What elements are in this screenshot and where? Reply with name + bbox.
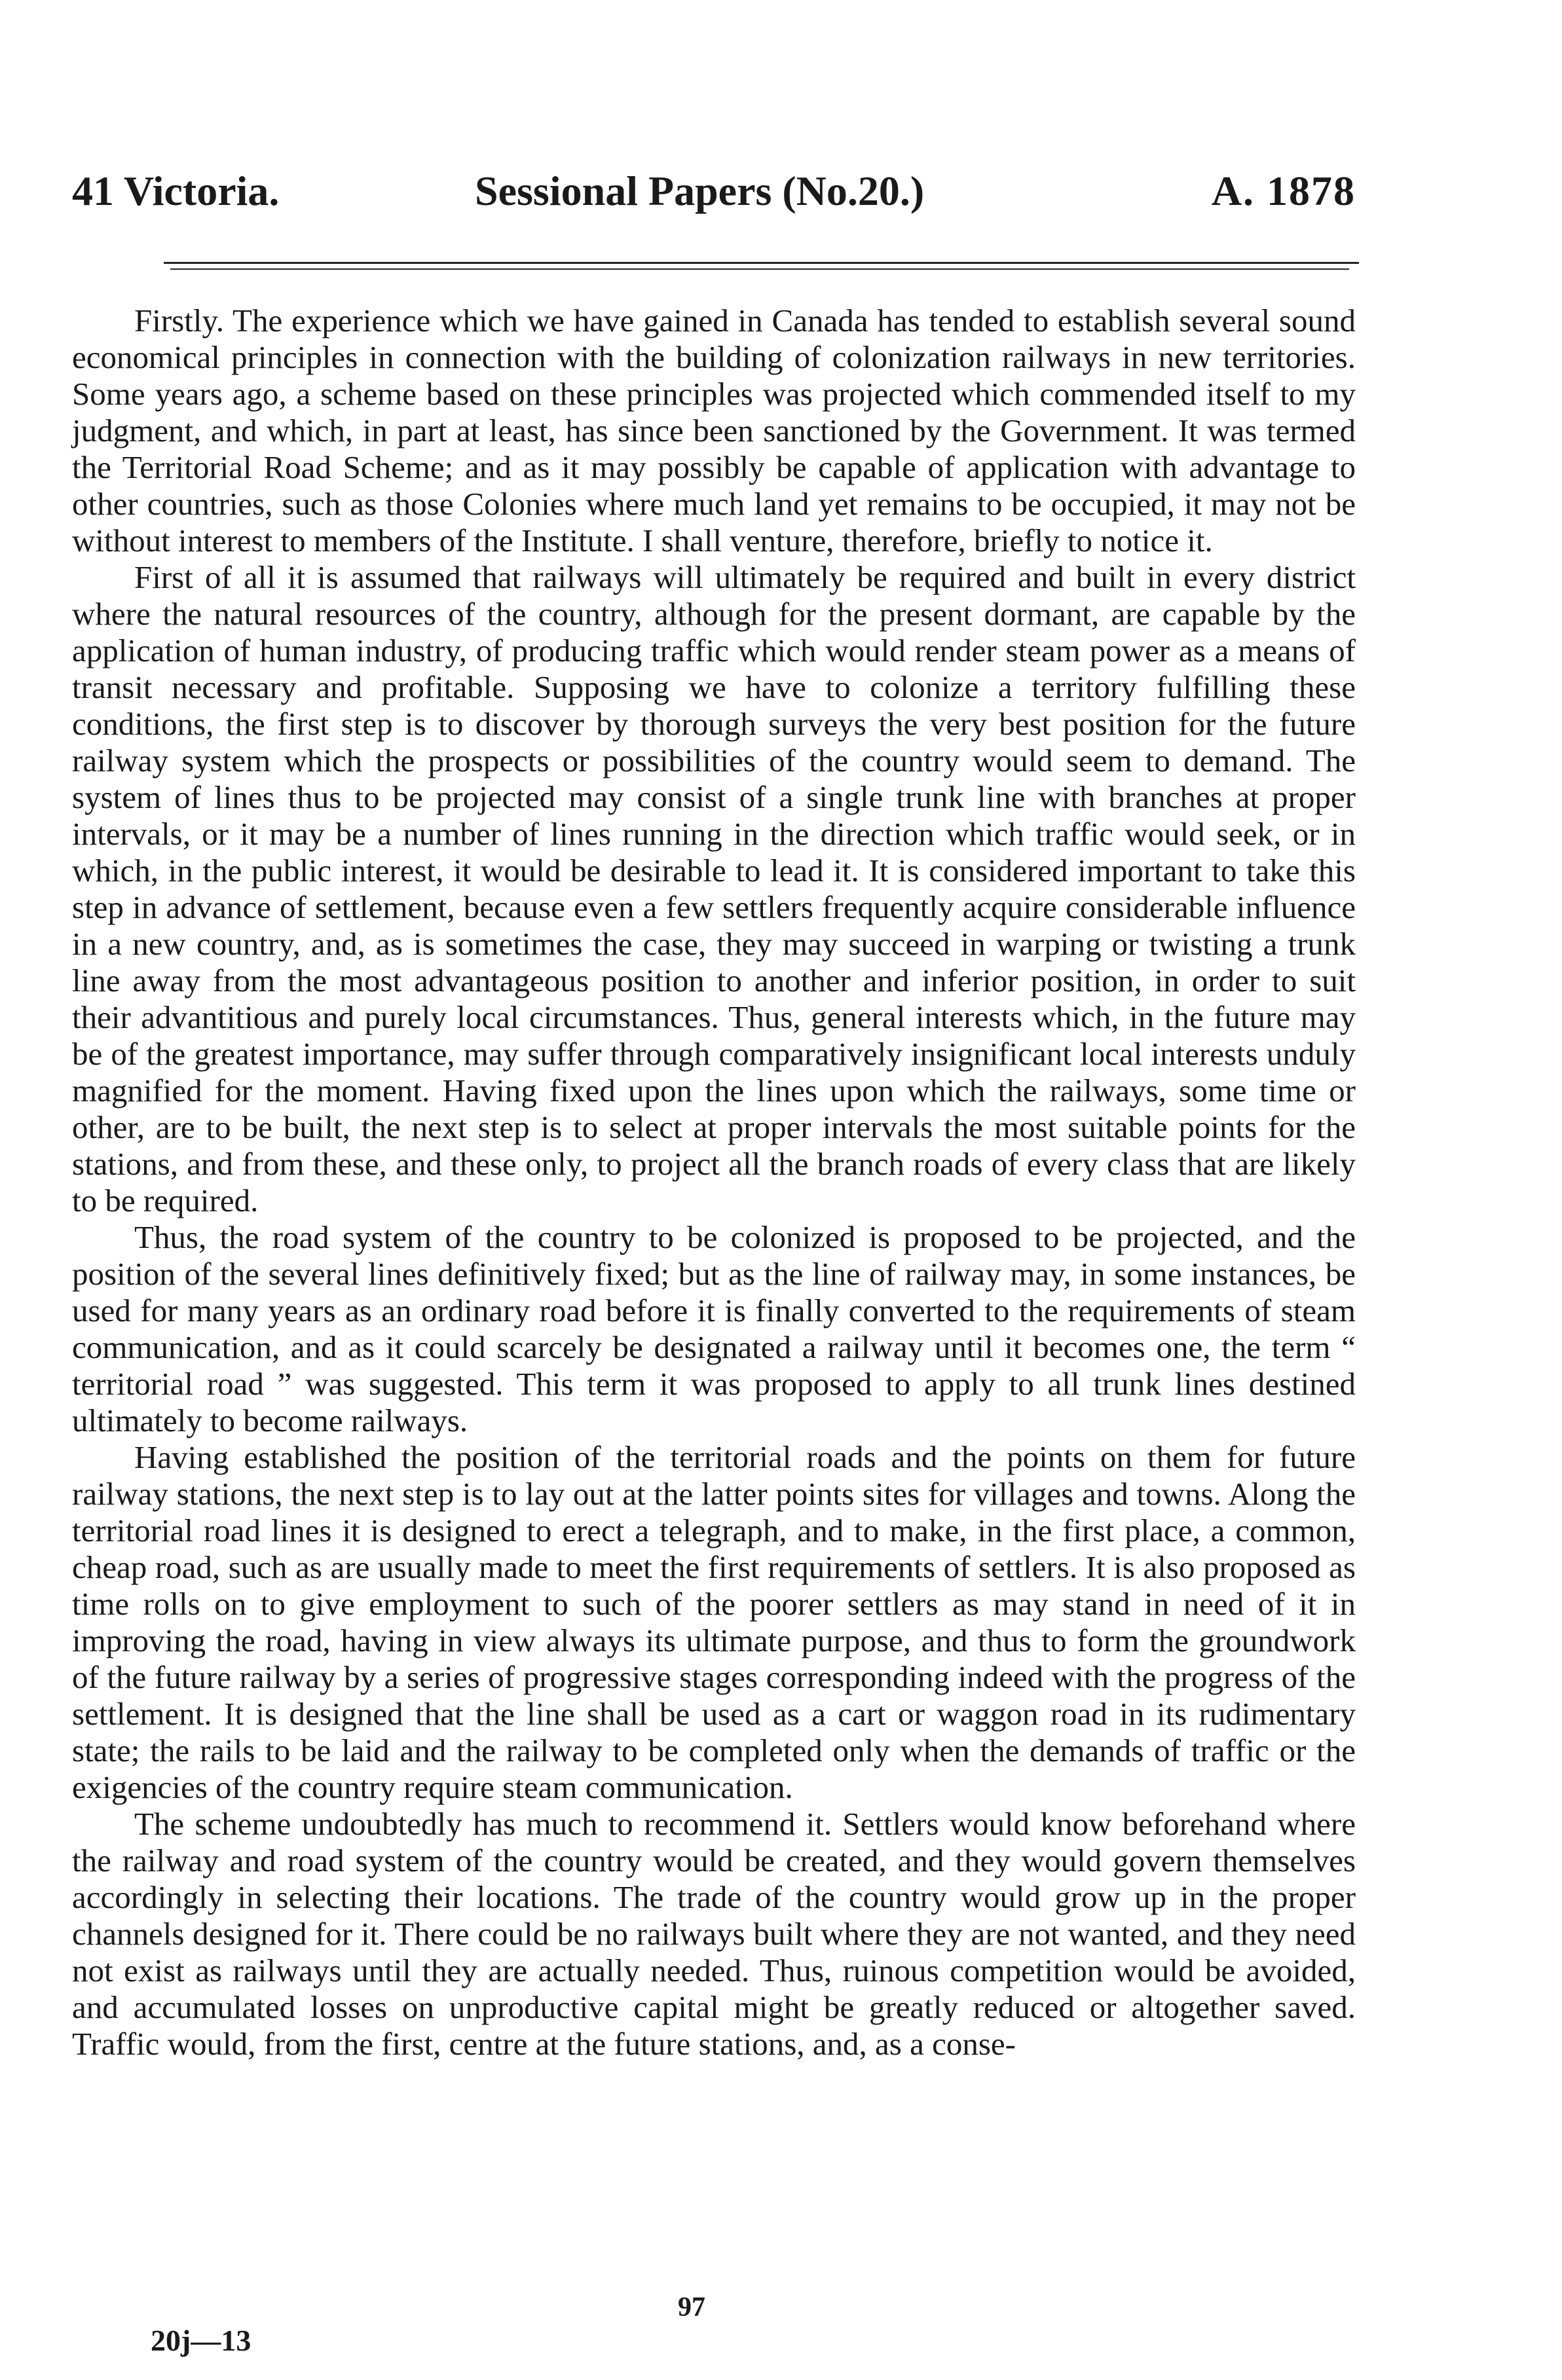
header-rule-bottom <box>170 268 1349 270</box>
paragraph-5: The scheme undoubtedly has much to recommend it. Settlers would know beforehand where the railway and road system of the country would be created, and they would govern themselves accordingly in selecting their locations. The trade of the country would grow up in the proper channels designed for it. There could be no railways built where they are not wanted, and they need not exist as railways until they are actually needed. Thus, ruinous competition would be avoided, and accumulated losses on unproductive capital might be greatly reduced or altogether saved. Traffic would, from the first, centre at the future stations, and, as a conse- <box>72 1806 1356 2062</box>
header-volume: 41 Victoria. <box>72 168 280 214</box>
header-title: Sessional Papers (No.20.) <box>475 168 925 214</box>
page-number: 97 <box>678 2292 705 2322</box>
paragraph-2: First of all it is assumed that railways will ultimately be required and built in every district where the natural resources of the country, although for the present dormant, are capable by the application of human industry, of producing traffic which would render steam power as a means of transit necessary and profitable. Supposing we have to colonize a territory fulfilling these conditions, the first step is to discover by thorough surveys the very best position for the future railway system which the prospects or possibilities of the country would seem to demand. The system of lines thus to be projected may consist of a single trunk line with branches at proper intervals, or it may be a number of lines running in the direction which traffic would seek, or in which, in the public interest, it would be desirable to lead it. It is considered important to take this step in advance of settlement, because even a few settlers frequently acquire considerable influence in a new country, and, as is sometimes the case, they may succeed in warping or twisting a trunk line away from the most advantageous position to another and inferior position, in order to suit their advantitious and purely local circumstances. Thus, general interests which, in the future may be of the greatest importance, may suffer through comparatively insignificant local interests unduly magnified for the moment. Having fixed upon the lines upon which the railways, some time or other, are to be built, the next step is to select at proper intervals the most suitable points for the stations, and from these, and these only, to project all the branch roads of every class that are likely to be required. <box>72 559 1356 1218</box>
header-rule-top <box>164 262 1359 264</box>
printer-signature: 20j—13 <box>151 2324 251 2357</box>
paragraph-3: Thus, the road system of the country to be colonized is proposed to be projected, and the position of the several lines definitively fixed; but as the line of railway may, in some instances, be used for many years as an ordinary road before it is finally converted to the requirements of steam communication, and as it could scarcely be designated a railway until it becomes one, the term “ territorial road ” was suggested. This term it was proposed to apply to all trunk lines destined ultimately to become railways. <box>72 1219 1356 1438</box>
header-year: A. 1878 <box>1211 168 1356 214</box>
page-header <box>72 167 1356 226</box>
paragraph-1: Firstly. The experience which we have gained in Canada has tended to establish several sound economical principles in connection with the building of colonization railways in new territories. Some years ago, a scheme based on these principles was projected which commended itself to my judgment, and which, in part at least, has since been sanctioned by the Government. It was termed the Territorial Road Scheme; and as it may possibly be capable of application with advantage to other countries, such as those Colonies where much land yet remains to be occupied, it may not be without interest to members of the Institute. I shall venture, therefore, briefly to notice it. <box>72 302 1356 558</box>
paragraph-4: Having established the position of the territorial roads and the points on them for future railway stations, the next step is to lay out at the latter points sites for villages and towns. Along the territorial road lines it is designed to erect a telegraph, and to make, in the first place, a common, cheap road, such as are usually made to meet the first requirements of settlers. It is also proposed as time rolls on to give employment to such of the poorer settlers as may stand in need of it in improving the road, having in view always its ultimate purpose, and thus to form the groundwork of the future railway by a series of progressive stages corresponding indeed with the progress of the settlement. It is designed that the line shall be used as a cart or waggon road in its rudimentary state; the rails to be laid and the railway to be completed only when the demands of traffic or the exigencies of the country require steam communication. <box>72 1439 1356 1805</box>
body-text <box>72 302 1356 2062</box>
